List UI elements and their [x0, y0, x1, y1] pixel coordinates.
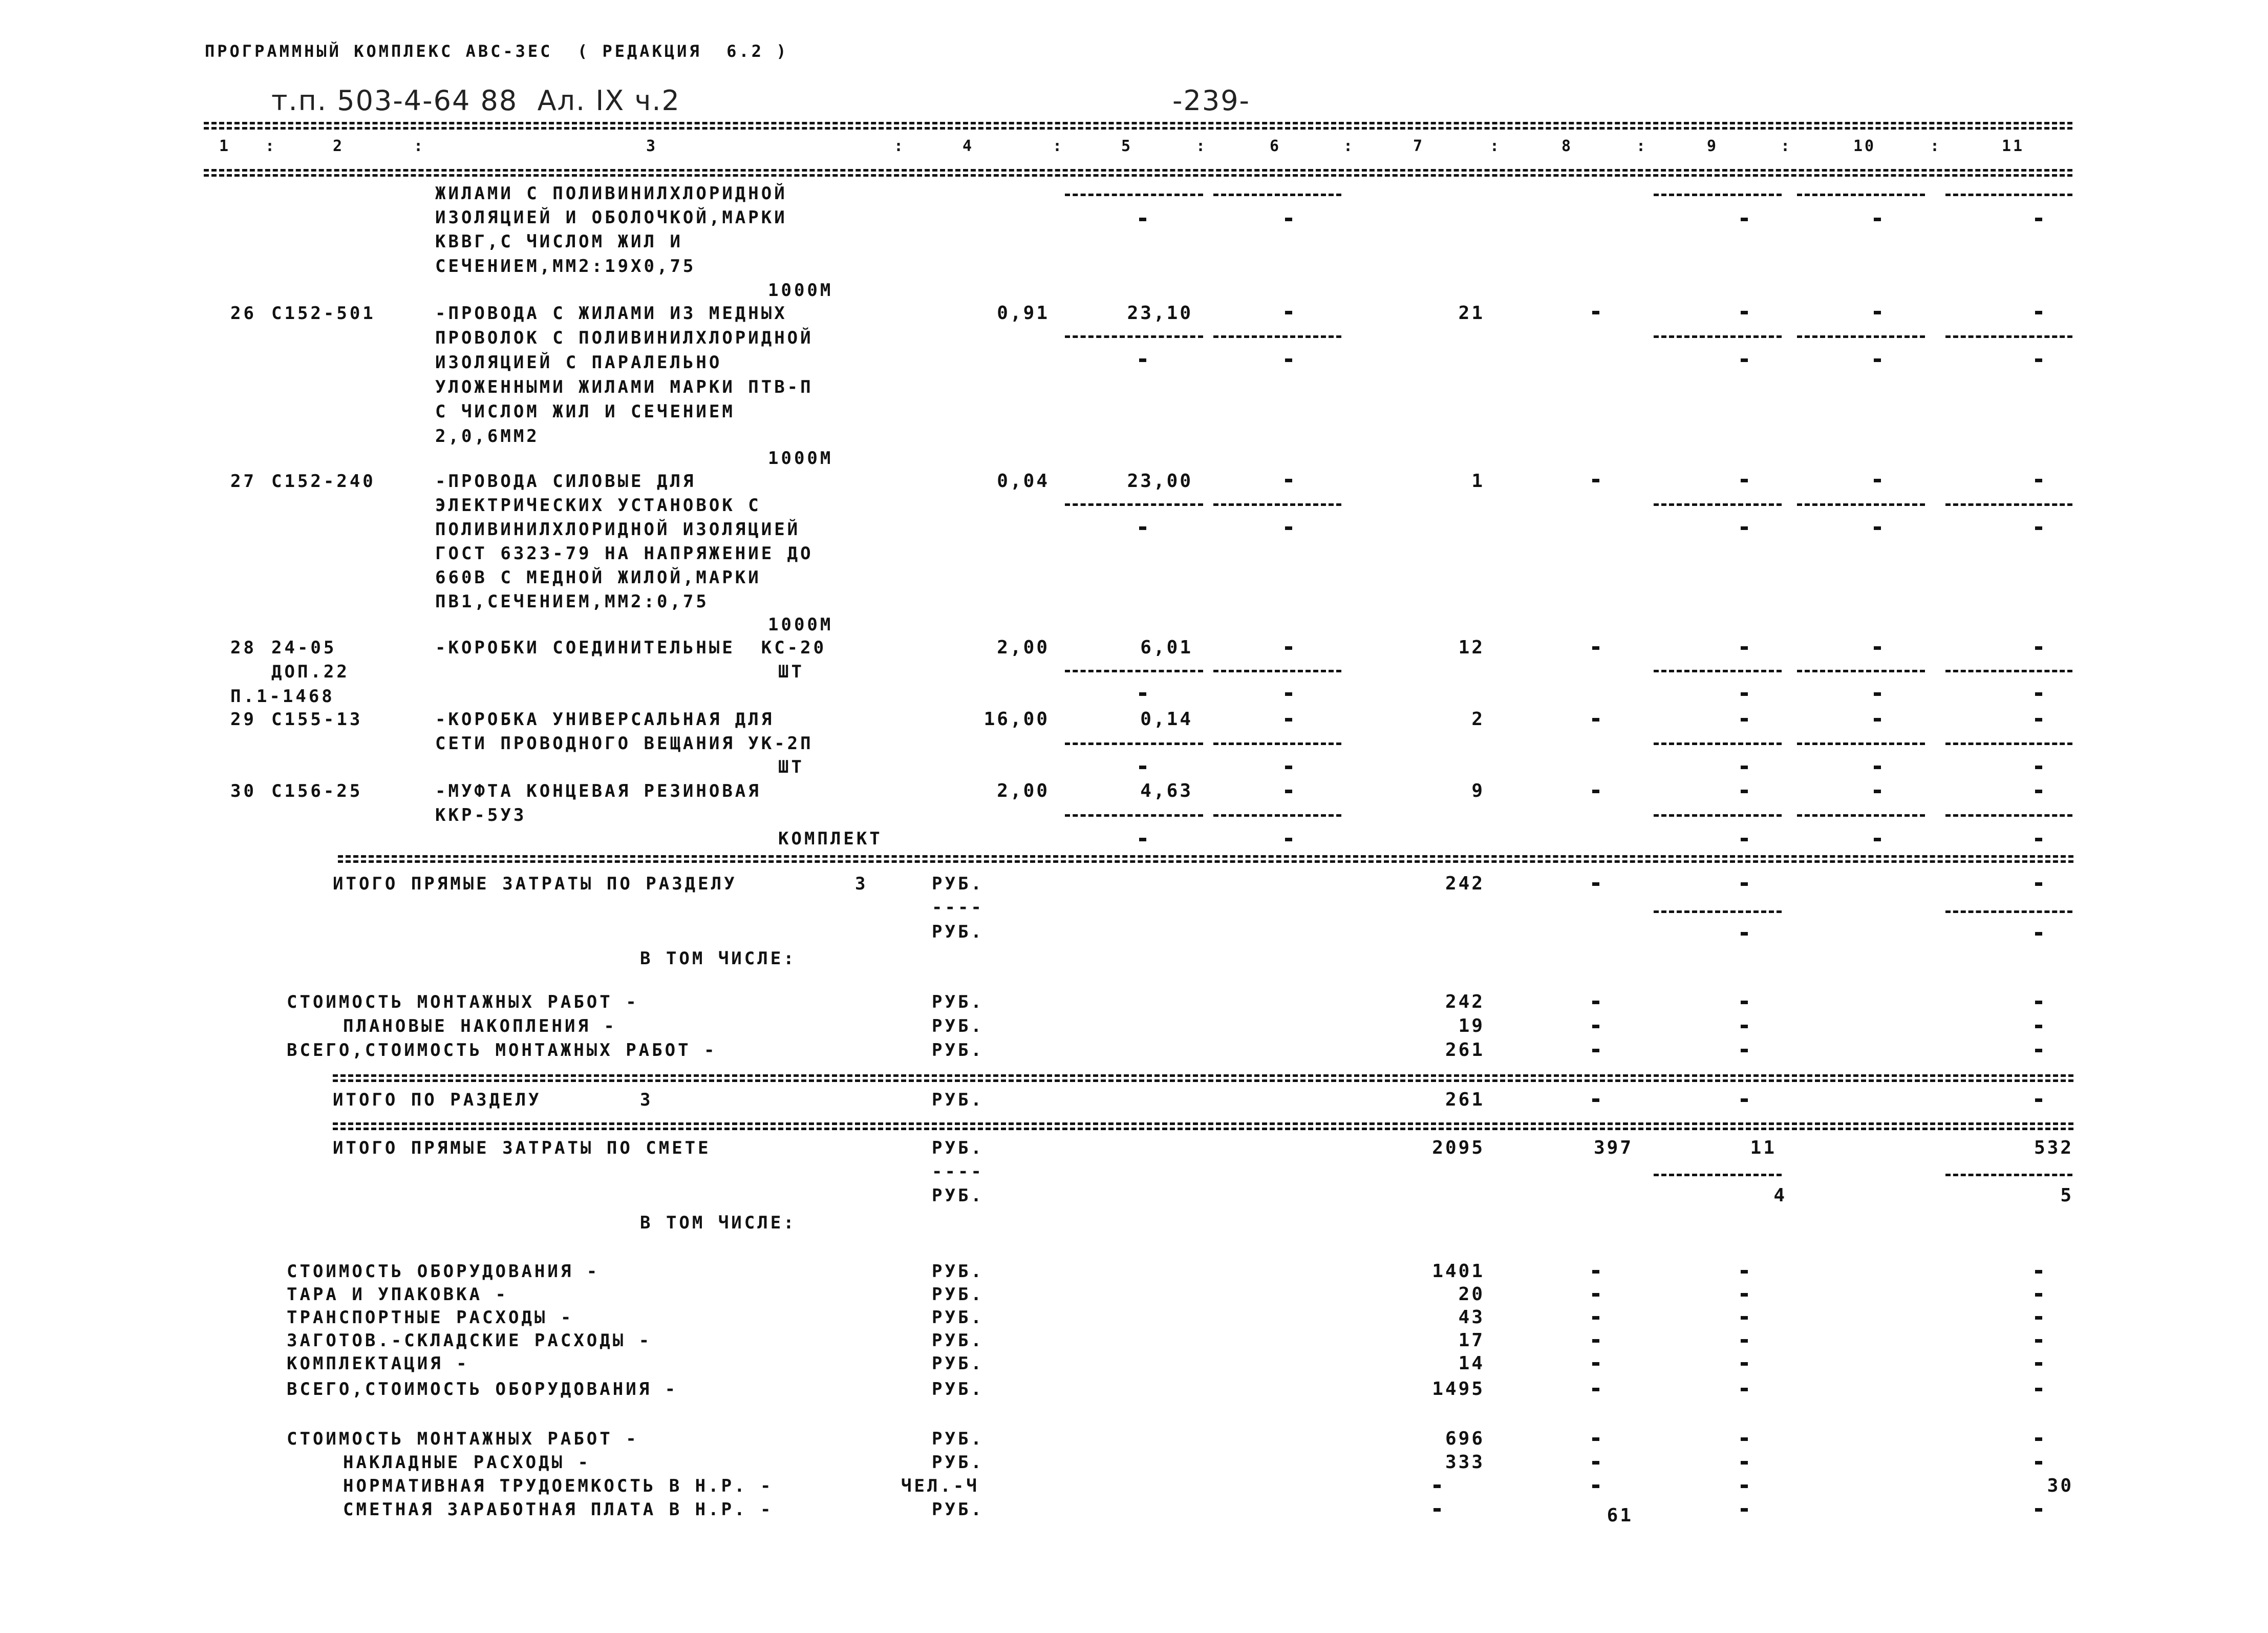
col-header-10: 10	[1853, 137, 1876, 155]
equipment-label: ВСЕГО,СТОИМОСТЬ ОБОРУДОВАНИЯ -	[287, 1379, 678, 1399]
doc-reference: т.п. 503-4-64 88 Ал. IX ч.2	[271, 84, 680, 117]
unit: РУБ.	[932, 1307, 984, 1328]
breakdown-label: ПЛАНОВЫЕ НАКОПЛЕНИЯ -	[343, 1016, 617, 1036]
install-value: 61	[1607, 1505, 1633, 1526]
item-qty: 0,04	[997, 471, 1050, 492]
item-desc-line: УЛОЖЕННЫМИ ЖИЛАМИ МАРКИ ПТВ-П	[435, 377, 814, 397]
unit: РУБ.	[932, 1261, 984, 1282]
install-label: НАКЛАДНЫЕ РАСХОДЫ -	[343, 1452, 591, 1473]
section-total-label: ИТОГО ПРЯМЫЕ ЗАТРАТЫ ПО РАЗДЕЛУ	[333, 874, 737, 894]
item-desc-line: ИЗОЛЯЦИЕЙ С ПАРАЛЕЛЬНО	[435, 352, 722, 373]
total-value: 242	[1445, 873, 1485, 894]
col-header-4: 4	[962, 137, 974, 155]
install-label: НОРМАТИВНАЯ ТРУДОЕМКОСТЬ В Н.Р. -	[343, 1476, 774, 1496]
install-label: СТОИМОСТЬ МОНТАЖНЫХ РАБОТ -	[287, 1429, 639, 1449]
including-label: В ТОМ ЧИСЛЕ:	[640, 1213, 797, 1233]
col-header-2: 2	[333, 137, 345, 155]
item-desc-line: СЕЧЕНИЕМ,ММ2:19Х0,75	[435, 256, 696, 277]
item-unit: ШТ	[778, 662, 804, 682]
col-header-3: 3	[646, 137, 658, 155]
col-header-5: 5	[1121, 137, 1133, 155]
unit: РУБ.	[932, 992, 984, 1012]
unit: РУБ.	[932, 1016, 984, 1036]
section-number: 3	[640, 1090, 653, 1110]
item-desc-line: С ЧИСЛОМ ЖИЛ И СЕЧЕНИЕМ	[435, 401, 735, 422]
item-code: 24-05	[271, 638, 337, 658]
col-header-8: 8	[1561, 137, 1573, 155]
item-desc-line: ИЗОЛЯЦИЕЙ И ОБОЛОЧКОЙ,МАРКИ	[435, 207, 787, 228]
unit: РУБ.	[932, 1090, 984, 1110]
equipment-value: 43	[1458, 1307, 1485, 1328]
total-value: 532	[2034, 1137, 2073, 1158]
unit: РУБ.	[932, 1452, 984, 1473]
unit: РУБ.	[932, 1138, 984, 1158]
item-price: 23,00	[1127, 471, 1193, 492]
equipment-label: ЗАГОТОВ.-СКЛАДСКИЕ РАСХОДЫ -	[287, 1330, 652, 1351]
total-value: 397	[1593, 1137, 1633, 1158]
including-label: В ТОМ ЧИСЛЕ:	[640, 948, 797, 969]
item-desc-line: ПВ1,СЕЧЕНИЕМ,ММ2:0,75	[435, 591, 709, 612]
item-qty: 0,91	[997, 303, 1050, 324]
item-total: 12	[1458, 637, 1485, 658]
page-number: -239-	[1172, 84, 1251, 117]
total-value: 4	[1773, 1185, 1787, 1206]
equipment-label: КОМПЛЕКТАЦИЯ -	[287, 1353, 469, 1374]
unit: РУБ.	[932, 1429, 984, 1449]
unit: РУБ.	[932, 1499, 984, 1520]
breakdown-value: 19	[1458, 1015, 1485, 1036]
item-code: С156-25	[271, 781, 363, 801]
unit: РУБ.	[932, 922, 984, 942]
item-desc-line: КВВГ,С ЧИСЛОМ ЖИЛ И	[435, 231, 683, 252]
unit: РУБ.	[932, 1185, 984, 1206]
item-desc-line: ККР-5У3	[435, 805, 527, 825]
col-header-11: 11	[2002, 137, 2025, 155]
unit: РУБ.	[932, 1040, 984, 1061]
estimate-total-label: ИТОГО ПРЯМЫЕ ЗАТРАТЫ ПО СМЕТЕ	[333, 1138, 711, 1158]
item-unit: 1000М	[768, 280, 833, 301]
estimate-page: ПРОГРАММНЫЙ КОМПЛЕКС АВС-3ЕС ( РЕДАКЦИЯ 6.2 ) т.п. 503-4-64 88 Ал. IX ч.2 -239- 1 : 2 : 3 : 4 : 5 : 6 : 7 : 8 : 9 : 10 : 11 ЖИЛАМИ С ПОЛИВИНИЛХЛОРИДНОЙ ИЗОЛЯЦИЕЙ И ОБОЛОЧКОЙ,МАРКИ КВВГ,С ЧИСЛОМ ЖИЛ И СЕЧЕНИЕМ,ММ2:19Х0,75 1000М 26 С152-501 -ПРОВОДА С ЖИЛАМИ ИЗ МЕДНЫХ ПРОВОЛОК С ПОЛИВИНИЛХЛОРИДНОЙ ИЗОЛЯЦИЕЙ С ПАРАЛЕЛЬНО УЛОЖЕННЫМИ ЖИЛАМИ МАРКИ ПТВ-П С ЧИСЛОМ ЖИЛ И СЕЧЕНИЕМ 2,0,6ММ2 1000М 0,91 23,10 21 27 С152-240 -ПРОВОДА СИЛОВЫЕ ДЛЯ ЭЛЕКТРИЧЕСКИХ УСТАНОВОК С ПОЛИВИНИЛХЛОРИДНОЙ ИЗОЛЯЦИЕЙ ГОСТ 6323-79 НА НАПРЯЖЕНИЕ ДО 660В С МЕДНОЙ ЖИЛОЙ,МАРКИ ПВ1,СЕЧЕНИЕМ,ММ2:0,75 1000М 0,04 23,00 1 28 24-05 ДОП.22 П.1-1468 -КОРОБКИ СОЕДИНИТЕЛЬНЫЕ КС-20 ШТ 2,00 6,01 12 29 С155-13 -КОРОБКА УНИВЕРСАЛЬНАЯ ДЛЯ СЕТИ ПРОВОДНОГО ВЕЩАНИЯ УК-2П ШТ 16,00 0,14 2 30 С156-25 -МУФТА КОНЦЕВАЯ РЕЗИНОВАЯ ККР-5У3 КОМПЛЕКТ 2,00 4,63 9 ИТОГО ПРЯМЫЕ ЗАТРАТЫ ПО РАЗДЕЛУ 3 РУБ. ---- РУБ. 242 В ТОМ ЧИСЛЕ: СТОИМОСТЬ МОНТАЖНЫХ РАБОТ - РУБ. 242 ПЛАНОВЫЕ НАКОПЛЕНИЯ - РУБ. 19 ВСЕГО,СТОИМОСТЬ МОНТАЖНЫХ РАБОТ - РУБ. 261 ИТОГО ПО РАЗДЕЛУ 3 РУБ. 261 ИТОГО ПРЯМЫЕ ЗАТРАТЫ ПО СМЕТЕ РУБ. ---- РУБ. 2095 397 11 4 532 5 В ТОМ ЧИСЛЕ: СТОИМОСТЬ ОБОРУДОВАНИЯ - РУБ. 1401 ТАРА И УПАКОВКА - РУБ. 20 ТРАНСПОРТНЫЕ РАСХОДЫ - РУБ. 43 ЗАГОТОВ.-СКЛАДСКИЕ РАСХОДЫ - РУБ. 17 КОМПЛЕКТАЦИЯ - РУБ. 14 ВСЕГО,СТОИМОСТЬ ОБОРУДОВАНИЯ - РУБ. 1495 СТОИМОСТЬ МОНТАЖНЫХ РАБОТ - РУБ. 696 НАКЛАДНЫЕ РАСХОДЫ - РУБ. 333 НОРМАТИВНАЯ ТРУДОЕМКОСТЬ В Н.Р. - ЧЕЛ.-Ч 30 СМЕТНАЯ ЗАРАБОТНАЯ ПЛАТА В Н.Р. - РУБ. 61	[205, 41, 2073, 1526]
breakdown-value: 261	[1445, 1040, 1485, 1061]
equipment-value: 14	[1458, 1353, 1485, 1374]
item-desc-line: ПРОВОЛОК С ПОЛИВИНИЛХЛОРИДНОЙ	[435, 328, 814, 348]
item-code: С152-501	[271, 303, 376, 324]
breakdown-value: 242	[1445, 991, 1485, 1012]
total-value: 261	[1445, 1089, 1485, 1110]
item-desc-line: ЖИЛАМИ С ПОЛИВИНИЛХЛОРИДНОЙ	[435, 183, 787, 204]
unit: РУБ.	[932, 1353, 984, 1374]
unit-separator: ----	[932, 1161, 984, 1182]
total-value: 5	[2060, 1185, 2073, 1206]
program-title: ПРОГРАММНЫЙ КОМПЛЕКС АВС-3ЕС ( РЕДАКЦИЯ 6.2 )	[205, 41, 789, 61]
equipment-label: ТАРА И УПАКОВКА -	[287, 1284, 508, 1305]
item-desc-line: 660В С МЕДНОЙ ЖИЛОЙ,МАРКИ	[435, 567, 761, 588]
item-desc-line: -КОРОБКИ СОЕДИНИТЕЛЬНЫЕ КС-20	[435, 638, 827, 658]
item-number: 26	[230, 303, 256, 324]
item-number: 30	[230, 781, 256, 801]
install-label: СМЕТНАЯ ЗАРАБОТНАЯ ПЛАТА В Н.Р. -	[343, 1499, 774, 1520]
item-code: С155-13	[271, 709, 363, 730]
total-value: 2095	[1432, 1137, 1485, 1158]
item-number: 29	[230, 709, 256, 730]
equipment-value: 17	[1458, 1330, 1485, 1351]
item-qty: 2,00	[997, 780, 1050, 801]
breakdown-label: СТОИМОСТЬ МОНТАЖНЫХ РАБОТ -	[287, 992, 639, 1012]
unit-separator: ----	[932, 897, 984, 918]
unit: ЧЕЛ.-Ч	[901, 1476, 979, 1496]
equipment-label: СТОИМОСТЬ ОБОРУДОВАНИЯ -	[287, 1261, 600, 1282]
unit: РУБ.	[932, 874, 984, 894]
item-desc-line: -МУФТА КОНЦЕВАЯ РЕЗИНОВАЯ	[435, 781, 761, 801]
unit: РУБ.	[932, 1379, 984, 1399]
section-sum-label: ИТОГО ПО РАЗДЕЛУ	[333, 1090, 542, 1110]
equipment-value: 1401	[1432, 1261, 1485, 1282]
item-total: 1	[1471, 471, 1485, 492]
col-header-1: 1	[219, 137, 231, 155]
install-value: 333	[1445, 1452, 1485, 1473]
equipment-value: 20	[1458, 1284, 1485, 1305]
equipment-value: 1495	[1432, 1378, 1485, 1399]
item-code: П.1-1468	[230, 686, 335, 707]
item-price: 0,14	[1140, 709, 1193, 730]
item-unit: 1000М	[768, 448, 833, 469]
item-qty: 16,00	[983, 709, 1050, 730]
col-header-9: 9	[1707, 137, 1719, 155]
item-desc-line: -КОРОБКА УНИВЕРСАЛЬНАЯ ДЛЯ	[435, 709, 775, 730]
col-header-7: 7	[1413, 137, 1425, 155]
item-number: 28	[230, 638, 256, 658]
item-total: 2	[1471, 709, 1485, 730]
breakdown-label: ВСЕГО,СТОИМОСТЬ МОНТАЖНЫХ РАБОТ -	[287, 1040, 717, 1061]
item-desc-line: СЕТИ ПРОВОДНОГО ВЕЩАНИЯ УК-2П	[435, 733, 814, 754]
item-desc-line: ЭЛЕКТРИЧЕСКИХ УСТАНОВОК С	[435, 495, 761, 516]
item-code: С152-240	[271, 471, 376, 492]
item-unit: КОМПЛЕКТ	[778, 829, 883, 849]
item-qty: 2,00	[997, 637, 1050, 658]
total-value: 11	[1750, 1137, 1777, 1158]
item-number: 27	[230, 471, 256, 492]
unit: РУБ.	[932, 1330, 984, 1351]
item-code: ДОП.22	[271, 662, 350, 682]
section-number: 3	[855, 874, 868, 894]
item-desc-line: -ПРОВОДА С ЖИЛАМИ ИЗ МЕДНЫХ	[435, 303, 787, 324]
item-unit: ШТ	[778, 757, 804, 777]
col-header-6: 6	[1270, 137, 1281, 155]
item-price: 4,63	[1140, 780, 1193, 801]
item-total: 21	[1458, 303, 1485, 324]
item-desc-line: ГОСТ 6323-79 НА НАПРЯЖЕНИЕ ДО	[435, 543, 814, 564]
install-value: 696	[1445, 1428, 1485, 1449]
equipment-label: ТРАНСПОРТНЫЕ РАСХОДЫ -	[287, 1307, 574, 1328]
item-desc-line: -ПРОВОДА СИЛОВЫЕ ДЛЯ	[435, 471, 696, 492]
install-value: 30	[2047, 1475, 2073, 1496]
unit: РУБ.	[932, 1284, 984, 1305]
item-price: 6,01	[1140, 637, 1193, 658]
item-unit: 1000М	[768, 614, 833, 635]
item-desc-line: ПОЛИВИНИЛХЛОРИДНОЙ ИЗОЛЯЦИЕЙ	[435, 519, 801, 540]
item-total: 9	[1471, 780, 1485, 801]
item-desc-line: 2,0,6ММ2	[435, 426, 540, 447]
item-price: 23,10	[1127, 303, 1193, 324]
